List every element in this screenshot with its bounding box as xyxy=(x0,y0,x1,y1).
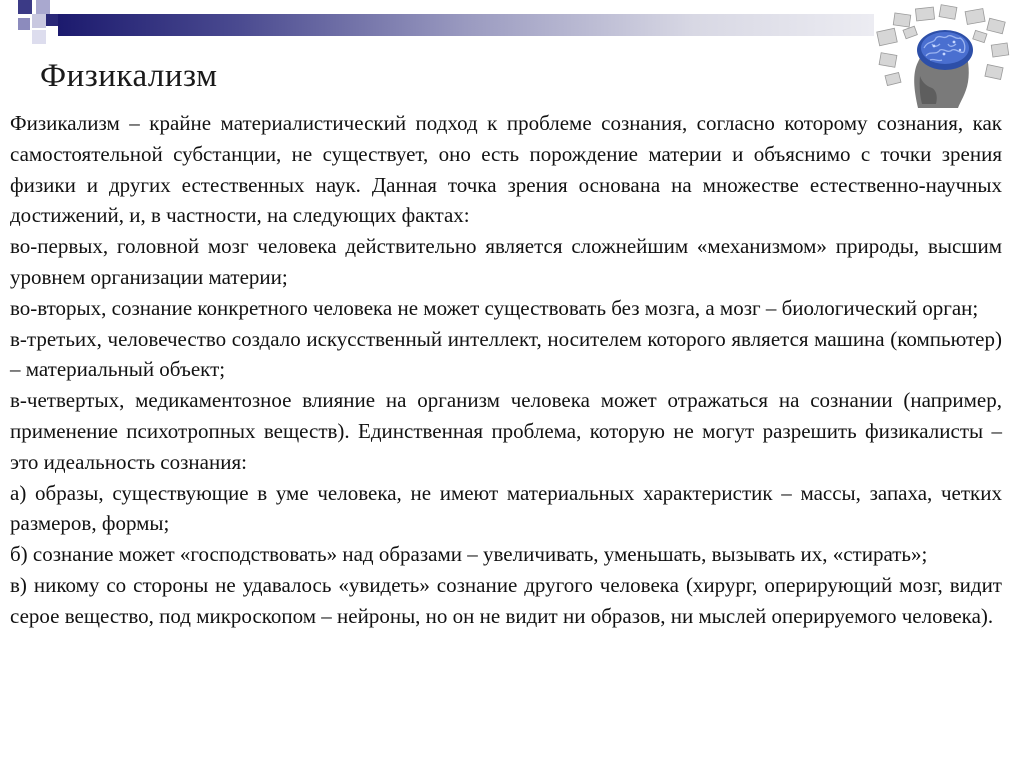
paragraph-fact-4: в-четвертых, медикаментозное влияние на организм человека может отражаться на сознании (например, применение психотропных веществ). Единственная проблема, которую не могут разрешить физикалисты – это идеальность сознания: xyxy=(10,388,1002,474)
paragraph-problem-a: а) образы, существующие в уме человека, не имеют материальных характеристик – массы, запаха, четких размеров, формы; xyxy=(10,480,1002,536)
paragraph-fact-3: в-третьих, человечество создало искусственный интеллект, носителем которого является машина (компьютер) – материальный объект; xyxy=(10,326,1002,382)
slide-title: Физикализм xyxy=(40,58,218,94)
paragraph-problem-c: в) никому со стороны не удавалось «увидеть» сознание другого человека (хирург, оперирующий мозг, видит серое вещество, под микроскопом – нейроны, но он не видит ни образов, ни мыслей оперируемого человека). xyxy=(10,572,1002,628)
paragraph-definition: Физикализм – крайне материалистический подход к проблеме сознания, согласно которому сознания, как самостоятельной субстанции, не существует, оно есть порождение материи и объяснимо с точки зрения физики и других естественных наук. Данная точка зрения основана на множестве естественно-научных достижений, и, в частности, на следующих фактах: xyxy=(10,111,1002,228)
paragraph-fact-2: во-вторых, сознание конкретного человека не может существовать без мозга, а мозг – биологический орган; xyxy=(10,295,979,320)
paragraph-fact-1: во-первых, головной мозг человека действительно является сложнейшим «механизмом» природы, высшим уровнем организации материи; xyxy=(10,234,1002,289)
paragraph-problem-b: б) сознание может «господствовать» над образами – увеличивать, уменьшать, вызывать их, «стирать»; xyxy=(10,542,928,567)
brain-head-icon xyxy=(874,4,1014,110)
top-gradient-bar xyxy=(58,14,874,36)
slide-body xyxy=(10,108,1002,632)
